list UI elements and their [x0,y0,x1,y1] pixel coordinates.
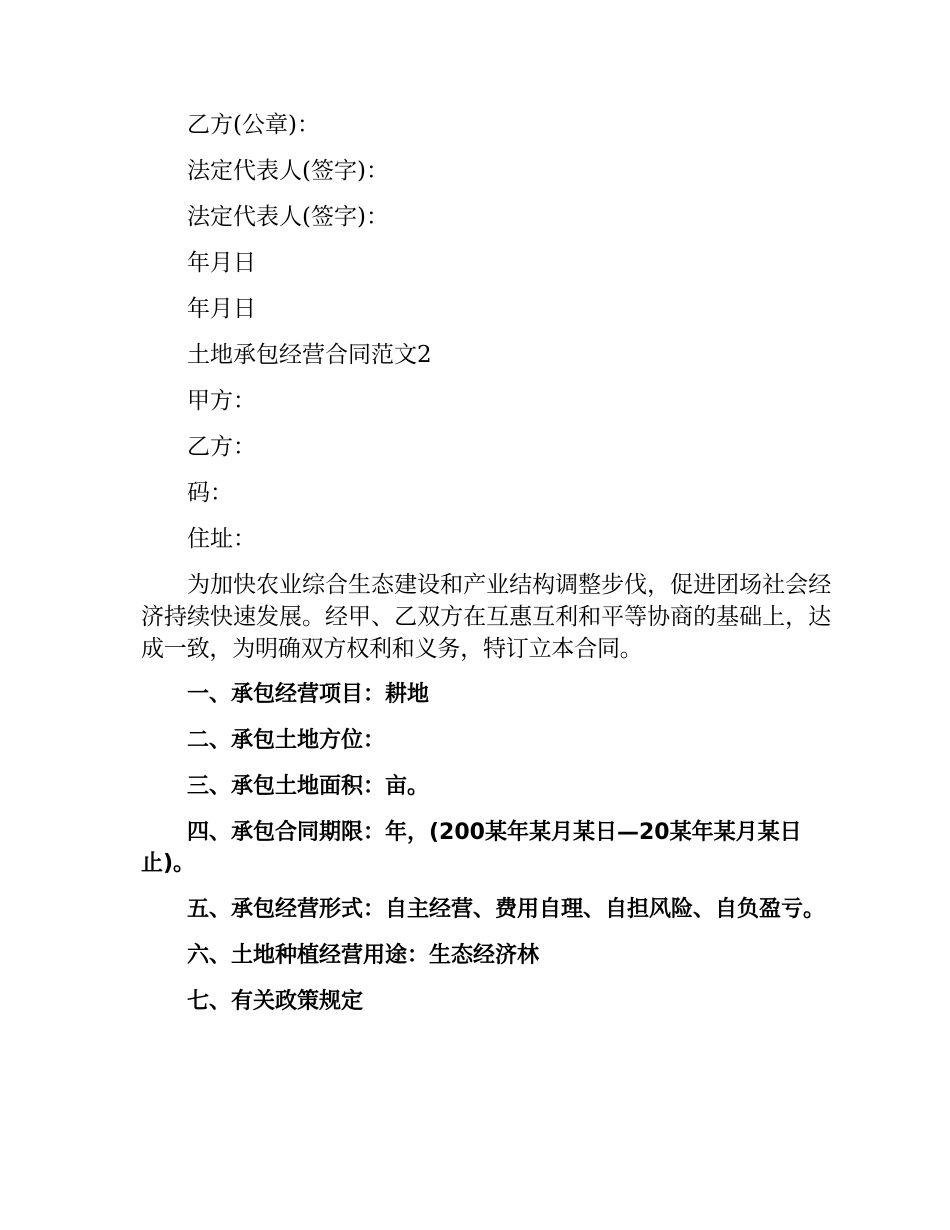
clause-3: 三、承包土地面积：亩。 [187,774,430,799]
clause-6: 六、土地种植经营用途：生态经济林 [187,943,540,968]
document-title: 土地承包经营合同范文2 [187,342,432,368]
party-b-seal-line: 乙方(公章)： [187,112,320,138]
intro-paragraph: 为加快农业综合生态建设和产业结构调整步伐，促进团场社会经济持续快速发展。经甲、乙双方在互惠互利和平等协商的基础上，达成一致，为明确双方权利和义务，特订立本合同。 [141,572,831,662]
clause-4: 四、承包合同期限：年，(200某年某月某日—20某年某月某日止)。 [141,820,802,876]
date-line: 年月日 [187,296,256,322]
legal-rep-signature-line: 法定代表人(签字)： [187,204,389,230]
document-body [141,109,831,1032]
party-b-line: 乙方： [187,434,256,460]
party-a-line: 甲方： [187,388,256,414]
clause-1: 一、承包经营项目：耕地 [187,682,430,707]
date-line: 年月日 [187,250,256,276]
legal-rep-signature-line: 法定代表人(签字)： [187,158,389,184]
clause-5: 五、承包经营形式：自主经营、费用自理、自担风险、自负盈亏。 [187,897,826,922]
code-line: 码： [187,480,233,506]
clause-2: 二、承包土地方位： [187,728,386,753]
address-line: 住址： [187,526,256,552]
clause-7: 七、有关政策规定 [187,989,364,1014]
